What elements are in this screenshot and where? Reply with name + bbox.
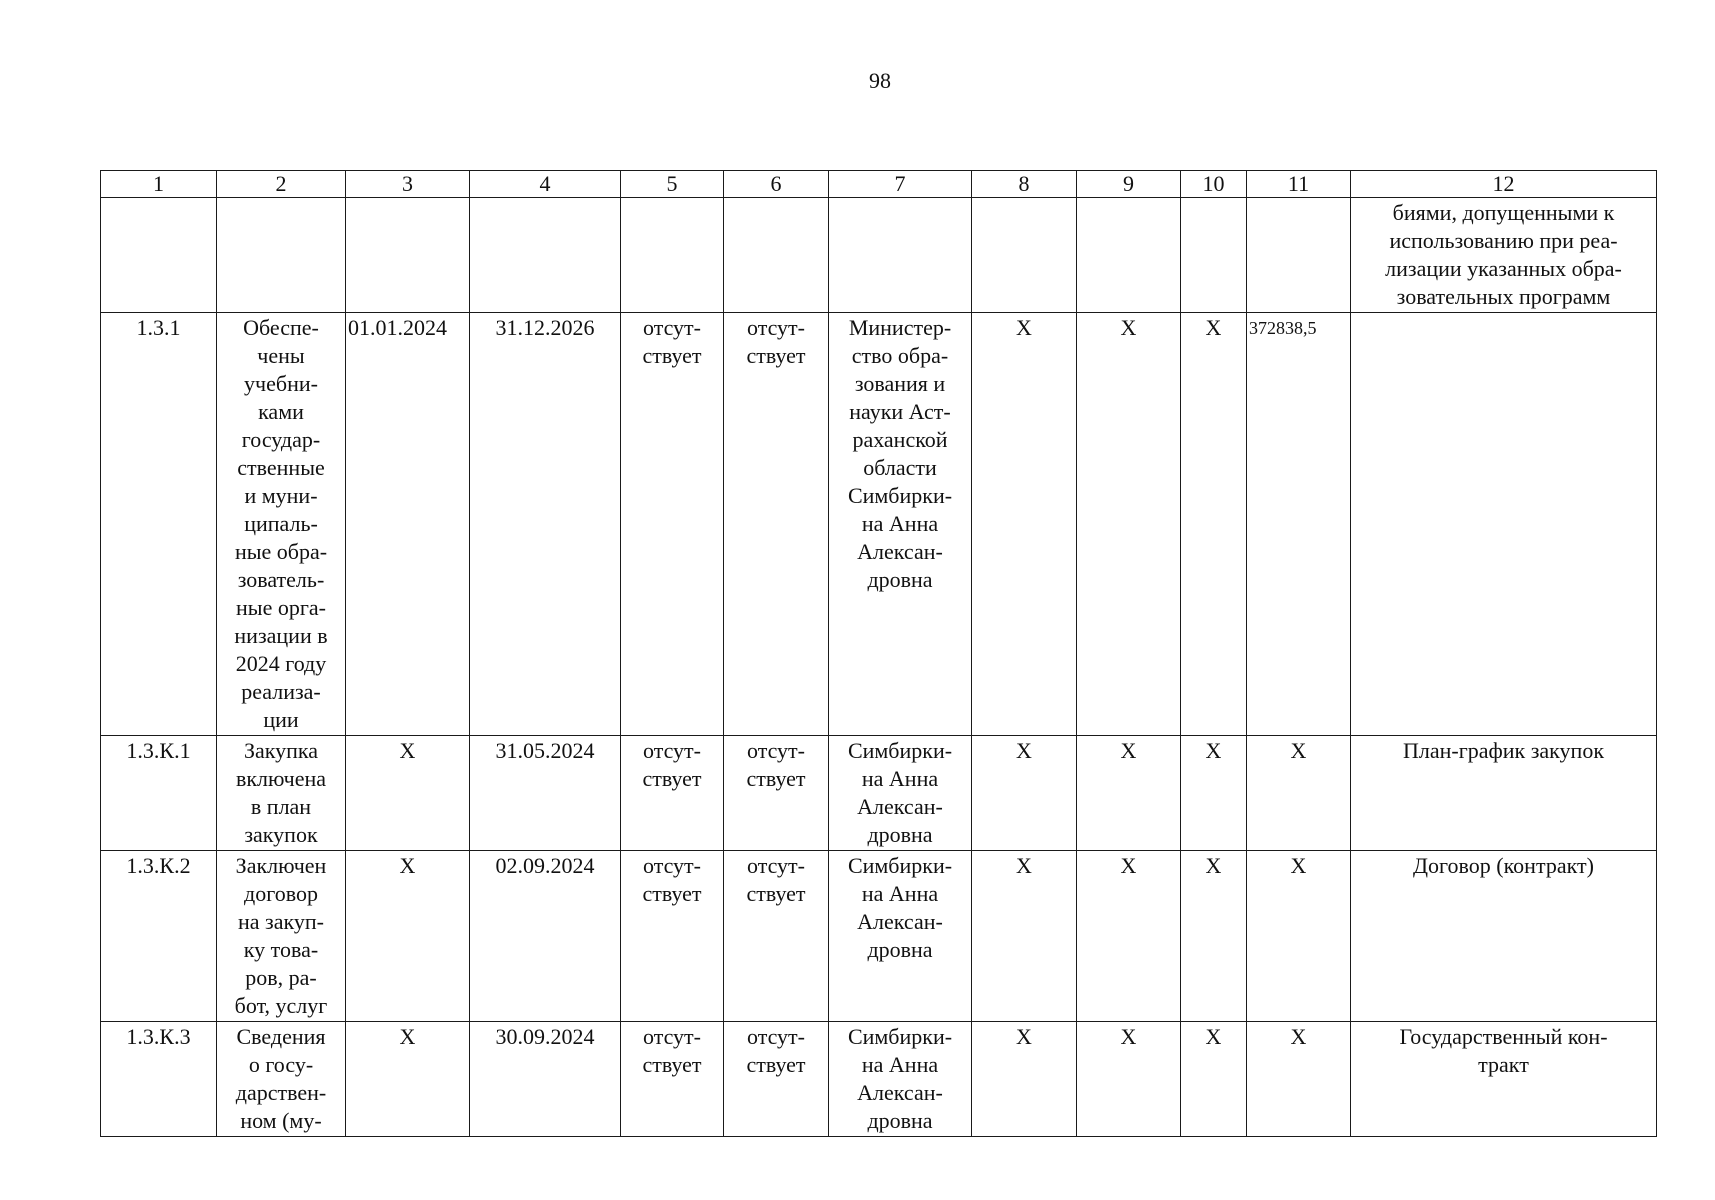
- cell-amount: Х: [1247, 1022, 1351, 1137]
- column-header: 8: [972, 171, 1077, 198]
- cell-id: 1.3.К.3: [101, 1022, 217, 1137]
- cell-id: 1.3.1: [101, 313, 217, 736]
- cell-start-date: Х: [346, 851, 470, 1022]
- cell-amount: [1247, 198, 1351, 313]
- cell-col8: Х: [972, 851, 1077, 1022]
- column-header: 11: [1247, 171, 1351, 198]
- cell-id: [101, 198, 217, 313]
- column-number-row: [101, 171, 1657, 198]
- table-row: [101, 313, 1657, 736]
- cell-document: биями, допущенными к использованию при реа- лизации указанных обра- зовательных программ: [1351, 198, 1657, 313]
- cell-col10: Х: [1181, 851, 1247, 1022]
- cell-responsible: Симбирки- на Анна Алексан- дровна: [829, 851, 972, 1022]
- cell-document: Договор (контракт): [1351, 851, 1657, 1022]
- cell-result: Обеспе- чены учебни- ками государ- ственные и муни- ципаль- ные обра- зователь- ные орга- низации в 2024 году реализа- ции: [217, 313, 346, 736]
- cell-responsible: [829, 198, 972, 313]
- cell-end-date: 31.12.2026: [470, 313, 621, 736]
- cell-col10: Х: [1181, 313, 1247, 736]
- page-number: 98: [869, 68, 891, 93]
- cell-col8: [972, 198, 1077, 313]
- cell-end-date: 31.05.2024: [470, 736, 621, 851]
- schedule-table: [100, 170, 1657, 1137]
- cell-amount: 372838,5: [1247, 313, 1351, 736]
- cell-col9: Х: [1077, 313, 1181, 736]
- column-header: 4: [470, 171, 621, 198]
- column-header: 7: [829, 171, 972, 198]
- cell-col10: Х: [1181, 736, 1247, 851]
- cell-document: Государственный кон- тракт: [1351, 1022, 1657, 1137]
- cell-id: 1.3.К.2: [101, 851, 217, 1022]
- cell-col5: отсут- ствует: [621, 313, 724, 736]
- cell-result: Сведения о госу- дарствен- ном (му-: [217, 1022, 346, 1137]
- cell-responsible: Симбирки- на Анна Алексан- дровна: [829, 1022, 972, 1137]
- cell-col6: отсут- ствует: [724, 313, 829, 736]
- cell-col8: Х: [972, 313, 1077, 736]
- cell-col5: [621, 198, 724, 313]
- cell-col6: [724, 198, 829, 313]
- cell-responsible: Симбирки- на Анна Алексан- дровна: [829, 736, 972, 851]
- table-row: [101, 1022, 1657, 1137]
- cell-start-date: [346, 198, 470, 313]
- cell-start-date: 01.01.2024: [346, 313, 470, 736]
- cell-col9: Х: [1077, 736, 1181, 851]
- cell-col8: Х: [972, 736, 1077, 851]
- cell-col8: Х: [972, 1022, 1077, 1137]
- cell-col6: отсут- ствует: [724, 851, 829, 1022]
- column-header: 10: [1181, 171, 1247, 198]
- cell-result: Закупка включена в план закупок: [217, 736, 346, 851]
- cell-amount: Х: [1247, 736, 1351, 851]
- cell-end-date: 02.09.2024: [470, 851, 621, 1022]
- column-header: 9: [1077, 171, 1181, 198]
- cell-document: [1351, 313, 1657, 736]
- cell-col9: [1077, 198, 1181, 313]
- cell-col5: отсут- ствует: [621, 851, 724, 1022]
- column-header: 6: [724, 171, 829, 198]
- table-row: [101, 736, 1657, 851]
- cell-result: [217, 198, 346, 313]
- cell-start-date: Х: [346, 736, 470, 851]
- cell-document: План-график закупок: [1351, 736, 1657, 851]
- cell-start-date: Х: [346, 1022, 470, 1137]
- column-header: 1: [101, 171, 217, 198]
- column-header: 5: [621, 171, 724, 198]
- cell-amount: Х: [1247, 851, 1351, 1022]
- column-header: 2: [217, 171, 346, 198]
- cell-end-date: [470, 198, 621, 313]
- cell-col5: отсут- ствует: [621, 736, 724, 851]
- cell-id: 1.3.К.1: [101, 736, 217, 851]
- column-header: 12: [1351, 171, 1657, 198]
- table-row: [101, 198, 1657, 313]
- cell-result: Заключен договор на закуп- ку това- ров, ра- бот, услуг: [217, 851, 346, 1022]
- cell-col10: [1181, 198, 1247, 313]
- column-header: 3: [346, 171, 470, 198]
- cell-col6: отсут- ствует: [724, 1022, 829, 1137]
- cell-col6: отсут- ствует: [724, 736, 829, 851]
- cell-col9: Х: [1077, 851, 1181, 1022]
- cell-col10: Х: [1181, 1022, 1247, 1137]
- cell-col5: отсут- ствует: [621, 1022, 724, 1137]
- cell-end-date: 30.09.2024: [470, 1022, 621, 1137]
- table-row: [101, 851, 1657, 1022]
- cell-responsible: Министер- ство обра- зования и науки Аст- раханской области Симбирки- на Анна Алексан- дровна: [829, 313, 972, 736]
- cell-col9: Х: [1077, 1022, 1181, 1137]
